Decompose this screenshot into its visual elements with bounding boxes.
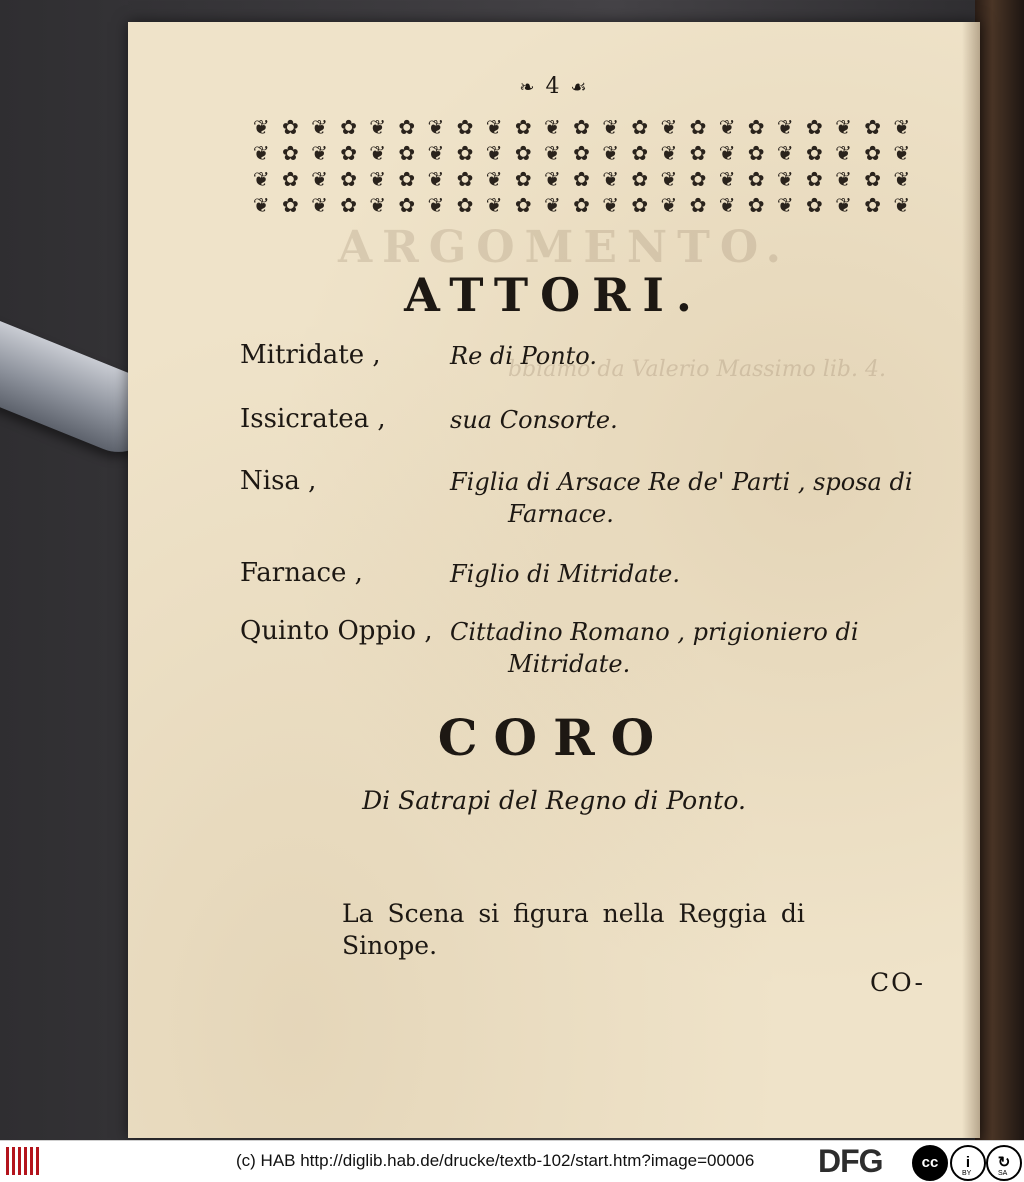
page-number-value: 4 [545, 74, 562, 99]
role-name: Farnace , [240, 558, 363, 588]
role-description-line: Cittadino Romano , prigioniero di [450, 618, 859, 646]
scene-note [342, 898, 822, 962]
role-name: Issicratea , [240, 404, 386, 434]
role-description-line: Farnace. [508, 500, 614, 528]
role-name: Quinto Oppio , [240, 616, 433, 646]
cc-by-label: BY [962, 1170, 972, 1177]
page-title: ATTORI. [404, 268, 704, 322]
book-page [128, 22, 980, 1138]
role-description: Re di Ponto. [450, 342, 597, 370]
hab-logo-icon [6, 1147, 42, 1175]
role-description-line: Figlia di Arsace Re de' Parti , sposa di [450, 468, 913, 496]
cc-license-icon[interactable]: cc [912, 1145, 948, 1181]
role-name: Nisa , [240, 466, 317, 496]
band-row: ❦ ✿ ❦ ✿ ❦ ✿ ❦ ✿ ❦ ✿ ❦ ✿ ❦ ✿ ❦ ✿ ❦ ✿ ❦ ✿ ❦ ✿ ❦ [252, 193, 914, 217]
role-description: sua Consorte. [450, 406, 618, 434]
page-number [128, 74, 980, 99]
viewer-footer [0, 1140, 1024, 1182]
coro-subtitle: Di Satrapi del Regno di Ponto. [362, 786, 746, 815]
catchword: CO- [870, 968, 925, 997]
band-row: ❦ ✿ ❦ ✿ ❦ ✿ ❦ ✿ ❦ ✿ ❦ ✿ ❦ ✿ ❦ ✿ ❦ ✿ ❦ ✿ ❦ ✿ ❦ [252, 167, 914, 191]
band-row: ❦ ✿ ❦ ✿ ❦ ✿ ❦ ✿ ❦ ✿ ❦ ✿ ❦ ✿ ❦ ✿ ❦ ✿ ❦ ✿ ❦ ✿ ❦ [252, 115, 914, 139]
role-description [450, 616, 930, 680]
page-gutter-shadow [962, 22, 980, 1138]
coro-heading: CORO [437, 708, 671, 767]
cc-sa-icon[interactable]: ↻ [986, 1145, 1022, 1181]
book-edge [975, 0, 1024, 1140]
ornamental-band [238, 114, 928, 226]
bleed-through-text: bbiamo da Valerio Massimo lib. 4. [508, 357, 886, 382]
cc-by-icon[interactable]: i [950, 1145, 986, 1181]
cc-sa-label: SA [998, 1170, 1008, 1177]
role-description-line: Mitridate. [508, 650, 631, 678]
scene-note-line: La Scena si figura nella Reggia di [342, 899, 805, 928]
scene-note-line: Sinope. [342, 931, 438, 960]
ornament-left-icon: ❧ [519, 77, 537, 98]
ornament-right-icon: ☙ [570, 77, 589, 98]
dfg-logo: DFG [818, 1143, 883, 1179]
source-credit-link[interactable]: (c) HAB http://diglib.hab.de/drucke/textb-102/start.htm?image=00006 [236, 1151, 755, 1170]
bleed-through-title: ARGOMENTO. [338, 222, 791, 273]
role-description [450, 466, 930, 530]
role-description: Figlio di Mitridate. [450, 560, 680, 588]
band-row: ❦ ✿ ❦ ✿ ❦ ✿ ❦ ✿ ❦ ✿ ❦ ✿ ❦ ✿ ❦ ✿ ❦ ✿ ❦ ✿ ❦ ✿ ❦ [252, 141, 914, 165]
role-name: Mitridate , [240, 340, 381, 370]
